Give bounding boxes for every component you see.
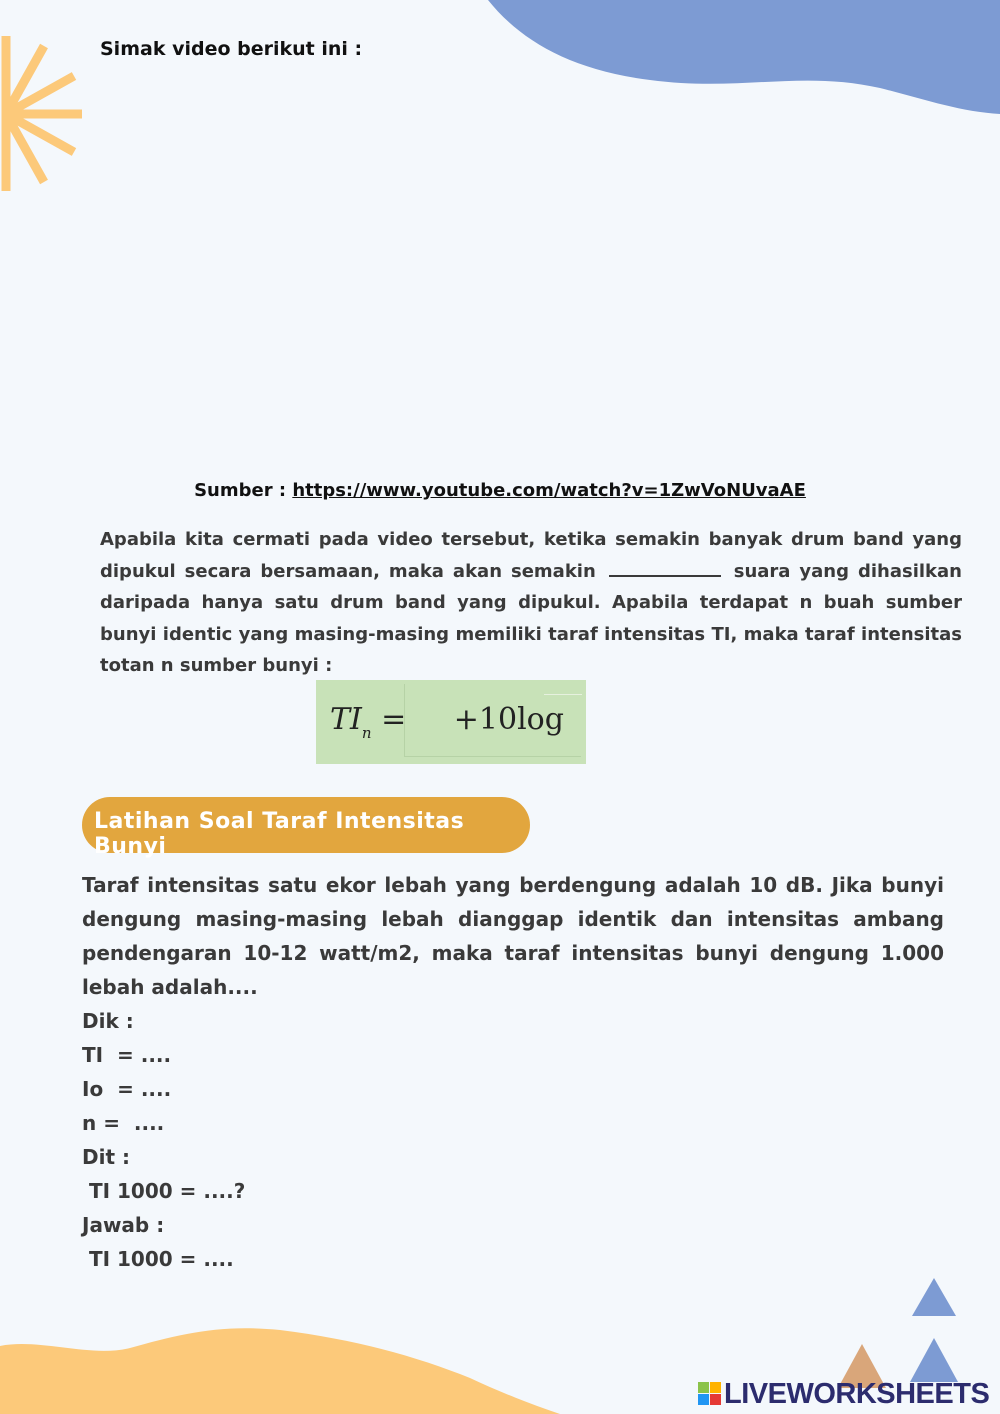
fill-blank-input[interactable] (609, 561, 721, 577)
formula-lhs: TI (330, 702, 362, 737)
dit-label: Dit : (82, 1145, 130, 1169)
formula-lhs-sub: n (361, 724, 372, 742)
decorative-blob-top (480, 0, 1000, 120)
formula-equals: = (371, 702, 416, 737)
liveworksheets-logo-icon (698, 1382, 722, 1406)
io-line[interactable]: Io = .... (82, 1077, 172, 1101)
formula-rhs: +10log (453, 702, 564, 737)
intro-heading: Simak video berikut ini : (100, 38, 363, 60)
paragraph-part1: Apabila kita cermati pada video tersebut, ketika semakin banyak drum band yang dipukul secara bersamaan, maka akan semakin (100, 529, 962, 582)
formula-box (316, 680, 586, 764)
liveworksheets-logo (698, 1378, 989, 1410)
source-label: Sumber : (194, 480, 293, 501)
ti1000-answer-line[interactable]: TI 1000 = .... (82, 1247, 234, 1271)
decorative-blob-bottom (0, 1318, 560, 1414)
ti-line[interactable]: TI = .... (82, 1043, 172, 1067)
formula (330, 702, 564, 742)
section-title-pill (82, 797, 530, 859)
dik-label: Dik : (82, 1009, 134, 1033)
paragraph-part2: suara yang dihasilkan daripada hanya satu drum band yang dipukul. Apabila terdapat n buah sumber bunyi identic yang masing-masing memiliki taraf intensitas TI, maka taraf intensitas totan n sumber bunyi : (100, 560, 962, 676)
question-text: Taraf intensitas satu ekor lebah yang berdengung adalah 10 dB. Jika bunyi dengung masing-masing lebah dianggap identik dan intensitas ambang pendengaran 10-12 watt/m2, maka taraf intensitas bunyi dengung 1.000 lebah adalah.... (82, 873, 944, 999)
n-line[interactable]: n = .... (82, 1111, 165, 1135)
source-link[interactable]: https://www.youtube.com/watch?v=1ZwVoNUvaAE (292, 480, 806, 501)
formula-mark (544, 694, 582, 695)
liveworksheets-logo-text: LIVEWORKSHEETS (724, 1377, 990, 1410)
ti1000-question-line[interactable]: TI 1000 = ....? (82, 1179, 246, 1203)
answer-block (82, 1004, 245, 1276)
sun-icon (0, 36, 90, 196)
source-line (0, 480, 1000, 501)
section-title: Latihan Soal Taraf Intensitas Bunyi (94, 809, 465, 859)
jawab-label: Jawab : (82, 1213, 165, 1237)
intro-paragraph (100, 524, 962, 682)
